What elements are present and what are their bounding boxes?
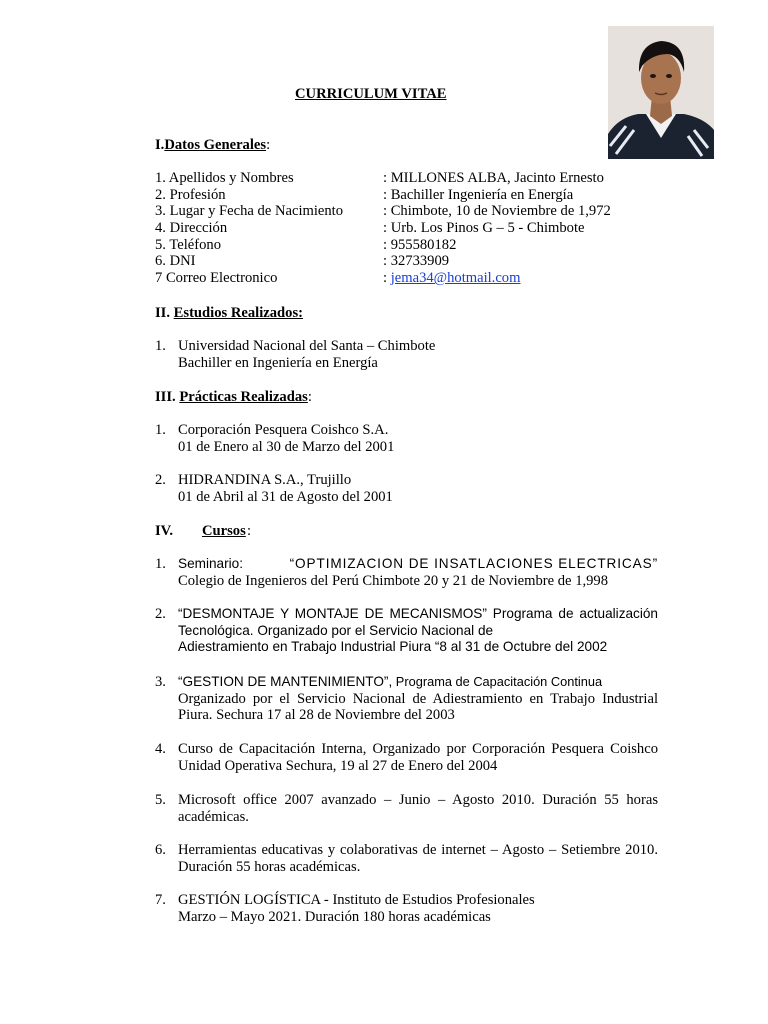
- profile-photo: [608, 26, 714, 159]
- field-value: : MILLONES ALBA, Jacinto Ernesto: [383, 170, 604, 186]
- field-label: 1. Apellidos y Nombres: [155, 170, 294, 186]
- general-row-dni: [155, 253, 675, 270]
- item-text: [178, 674, 658, 724]
- general-row-address: [155, 220, 675, 237]
- list-item: [155, 892, 658, 925]
- item-text: [178, 892, 658, 925]
- section-title: Cursos: [202, 523, 246, 539]
- general-row-birth: [155, 203, 675, 220]
- item-number: 7.: [155, 892, 166, 908]
- list-item: [155, 842, 658, 875]
- email-colon: :: [383, 270, 391, 287]
- general-row-name: [155, 170, 675, 187]
- section-number: III.: [155, 389, 180, 405]
- item-text-part: Seminario:: [178, 556, 243, 571]
- item-line: Colegio de Ingenieros del Perú Chimbote 20 y 21 de Noviembre de 1,998: [178, 572, 609, 589]
- item-text: [178, 472, 658, 505]
- item-number: 6.: [155, 842, 166, 858]
- section-colon: :: [247, 523, 252, 539]
- field-label: 2. Profesión: [155, 186, 226, 203]
- field-label: 7 Correo Electronico: [155, 270, 278, 287]
- item-text-part: “GESTION DE MANTENIMIENTO”,: [178, 674, 393, 689]
- item-line: Adiestramiento en Trabajo Industrial Piura “8 al 31 de Octubre del 2002: [178, 639, 608, 654]
- item-number: 1.: [155, 556, 166, 572]
- section-number: II.: [155, 305, 174, 321]
- item-line: 01 de Abril al 31 de Agosto del 2001: [178, 488, 393, 505]
- document-title: CURRICULUM VITAE: [295, 86, 447, 102]
- item-paragraph: Organizado por el Servicio Nacional de Adiestramiento en Trabajo Industrial Piura. Sechura 17 al 28 de Noviembre del 2003: [178, 690, 658, 723]
- list-item: [155, 606, 658, 656]
- field-value: : Urb. Los Pinos G – 5 - Chimbote: [383, 220, 585, 237]
- list-item: [155, 338, 658, 371]
- item-number: 2.: [155, 472, 166, 488]
- item-line: [178, 556, 658, 573]
- field-value: : Bachiller Ingeniería en Energía: [383, 186, 574, 203]
- item-number: 1.: [155, 338, 166, 354]
- item-paragraph: Curso de Capacitación Interna, Organizado por Corporación Pesquera Coishco Unidad Operativa Sechura, 19 al 27 de Enero del 2004: [178, 741, 658, 774]
- section-title: Prácticas Realizadas: [179, 389, 308, 405]
- field-label: 6. DNI: [155, 253, 196, 270]
- section-colon: :: [266, 137, 271, 153]
- field-label: 4. Dirección: [155, 220, 228, 237]
- item-paragraph: Herramientas educativas y colaborativas de internet – Agosto – Setiembre 2010. Duración 55 horas académicas.: [178, 842, 658, 875]
- item-number: 4.: [155, 741, 166, 757]
- item-text-part: “OPTIMIZACION DE INSATLACIONES ELECTRICAS”: [289, 556, 658, 571]
- portrait-image: [608, 26, 714, 159]
- item-number: 3.: [155, 674, 166, 690]
- field-value: [383, 270, 520, 287]
- item-paragraph: “DESMONTAJE Y MONTAJE DE MECANISMOS” Programa de actualización Tecnológica. Organizado por el Servicio Nacional de: [178, 606, 658, 638]
- section-number: IV.: [155, 523, 173, 539]
- section-studies-heading: [155, 305, 303, 322]
- list-item: [155, 792, 658, 825]
- section-title: Estudios Realizados:: [173, 305, 303, 321]
- item-text: [178, 606, 658, 656]
- section-colon: :: [307, 389, 312, 405]
- list-item: [155, 422, 658, 455]
- list-item: [155, 741, 658, 774]
- item-number: 1.: [155, 422, 166, 438]
- section-courses-heading: [155, 523, 252, 540]
- item-number: 2.: [155, 606, 166, 622]
- field-value: : 955580182: [383, 236, 457, 253]
- general-row-profession: [155, 187, 675, 204]
- item-line: HIDRANDINA S.A., Trujillo: [178, 472, 352, 488]
- item-text-part: Programa de Capacitación Continua: [392, 674, 603, 689]
- field-label: 3. Lugar y Fecha de Nacimiento: [155, 203, 344, 220]
- item-line: [178, 674, 658, 691]
- list-item: [155, 556, 658, 589]
- field-value: : 32733909: [383, 253, 450, 270]
- item-number: 5.: [155, 792, 166, 808]
- general-data-list: [155, 170, 675, 287]
- field-label: 5. Teléfono: [155, 236, 221, 253]
- section-title: Datos Generales: [164, 137, 267, 153]
- field-value: : Chimbote, 10 de Noviembre de 1,972: [383, 203, 611, 220]
- item-line: Bachiller en Ingeniería en Energía: [178, 354, 378, 371]
- item-text: [178, 422, 658, 455]
- item-line: GESTIÓN LOGÍSTICA - Instituto de Estudios Profesionales: [178, 892, 535, 908]
- section-number: I.: [155, 137, 165, 153]
- list-item: [155, 472, 658, 505]
- item-line: Corporación Pesquera Coishco S.A.: [178, 422, 389, 438]
- section-general-heading: [155, 137, 270, 154]
- list-item: [155, 674, 658, 724]
- item-line: Marzo – Mayo 2021. Duración 180 horas académicas: [178, 908, 491, 925]
- section-practices-heading: [155, 389, 312, 406]
- item-paragraph: Microsoft office 2007 avanzado – Junio – Agosto 2010. Duración 55 horas académicas.: [178, 792, 658, 825]
- item-line: Universidad Nacional del Santa – Chimbote: [178, 338, 436, 354]
- general-row-email: [155, 270, 675, 287]
- general-row-phone: [155, 237, 675, 254]
- item-text: [178, 556, 658, 589]
- item-line: 01 de Enero al 30 de Marzo del 2001: [178, 438, 395, 455]
- item-text: [178, 338, 658, 371]
- email-link[interactable]: jema34@hotmail.com: [390, 270, 521, 287]
